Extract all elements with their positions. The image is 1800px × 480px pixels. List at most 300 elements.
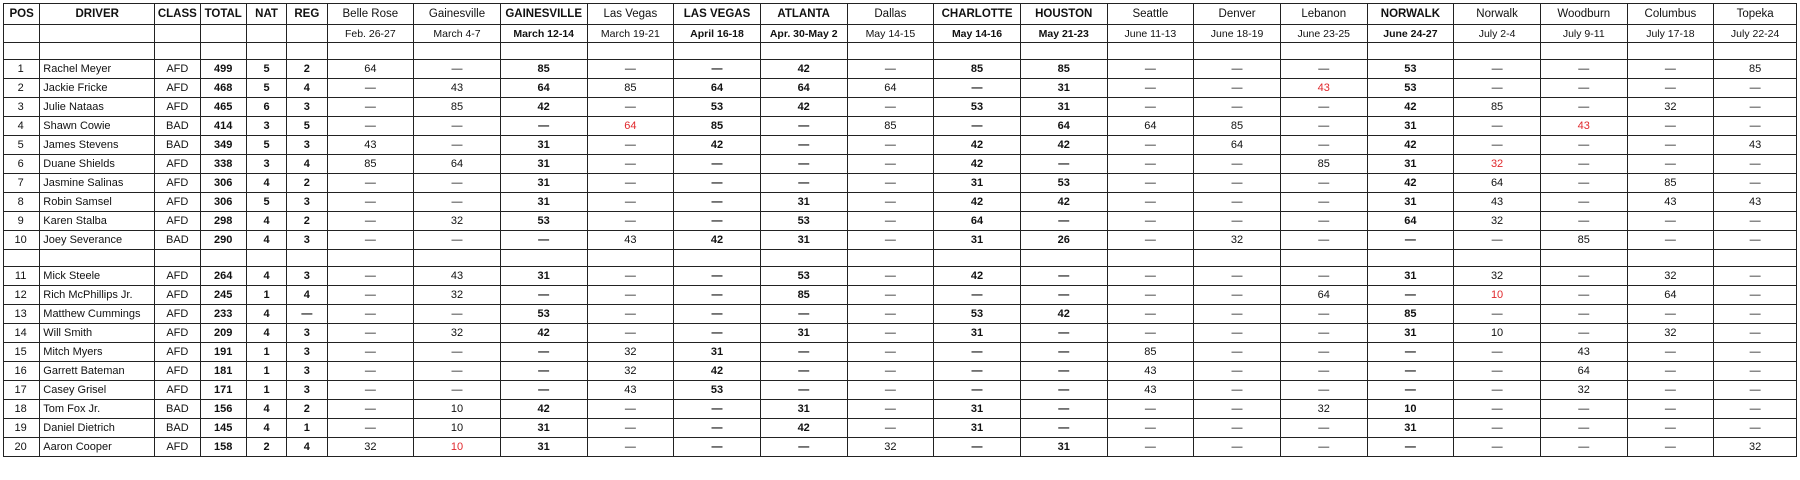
score-cell: — xyxy=(500,362,587,381)
score-cell: 31 xyxy=(1367,193,1454,212)
score-cell: — xyxy=(1367,438,1454,457)
score-cell: — xyxy=(1107,193,1194,212)
score-cell: 31 xyxy=(1020,438,1107,457)
driver-total: 306 xyxy=(200,193,246,212)
table-row xyxy=(4,381,1797,400)
score-cell: — xyxy=(327,419,414,438)
score-cell: — xyxy=(1107,136,1194,155)
score-cell: 43 xyxy=(1540,343,1627,362)
event-city: HOUSTON xyxy=(1020,4,1107,25)
score-cell: — xyxy=(587,193,674,212)
event-city: Norwalk xyxy=(1454,4,1541,25)
score-cell: — xyxy=(500,231,587,250)
score-cell: — xyxy=(327,324,414,343)
score-cell: — xyxy=(1020,324,1107,343)
driver-name: Joey Severance xyxy=(40,231,155,250)
score-cell: 64 xyxy=(1020,117,1107,136)
spacer-cell xyxy=(1280,250,1367,267)
score-cell: 31 xyxy=(934,419,1021,438)
driver-class: BAD xyxy=(155,419,200,438)
event-date: May 21-23 xyxy=(1020,25,1107,43)
score-cell: — xyxy=(1280,98,1367,117)
score-cell: — xyxy=(760,155,847,174)
score-cell: — xyxy=(674,155,761,174)
score-cell: — xyxy=(327,212,414,231)
driver-total: 338 xyxy=(200,155,246,174)
score-cell: 85 xyxy=(1367,305,1454,324)
score-cell: — xyxy=(1194,79,1281,98)
table-row xyxy=(4,155,1797,174)
date-spacer xyxy=(200,25,246,43)
score-cell: 42 xyxy=(934,193,1021,212)
score-cell: — xyxy=(587,324,674,343)
score-cell: — xyxy=(760,305,847,324)
score-cell: — xyxy=(1540,267,1627,286)
score-cell: 32 xyxy=(414,286,501,305)
driver-class: AFD xyxy=(155,98,200,117)
score-cell: — xyxy=(414,343,501,362)
reg-count: 3 xyxy=(287,381,327,400)
event-date: March 4-7 xyxy=(414,25,501,43)
score-cell: — xyxy=(674,419,761,438)
reg-count: 3 xyxy=(287,267,327,286)
score-cell: — xyxy=(934,117,1021,136)
score-cell: 31 xyxy=(1367,267,1454,286)
score-cell: 85 xyxy=(760,286,847,305)
score-cell: 85 xyxy=(1194,117,1281,136)
score-cell: — xyxy=(1540,60,1627,79)
score-cell: 53 xyxy=(674,98,761,117)
score-cell: — xyxy=(1540,286,1627,305)
driver-total: 209 xyxy=(200,324,246,343)
score-cell: 64 xyxy=(847,79,934,98)
score-cell: — xyxy=(1194,267,1281,286)
score-cell: — xyxy=(1540,438,1627,457)
score-cell: — xyxy=(1454,117,1541,136)
score-cell: — xyxy=(1107,438,1194,457)
driver-name: Karen Stalba xyxy=(40,212,155,231)
score-cell: — xyxy=(760,136,847,155)
driver-name: Tom Fox Jr. xyxy=(40,400,155,419)
driver-position: 18 xyxy=(4,400,40,419)
score-cell: 53 xyxy=(1020,174,1107,193)
score-cell: — xyxy=(414,60,501,79)
score-cell: — xyxy=(1714,343,1797,362)
reg-count: — xyxy=(287,305,327,324)
reg-count: 5 xyxy=(287,117,327,136)
date-spacer xyxy=(155,25,200,43)
standings-body xyxy=(4,43,1797,457)
driver-class: BAD xyxy=(155,136,200,155)
score-cell: — xyxy=(847,381,934,400)
score-cell: — xyxy=(1367,343,1454,362)
score-cell: — xyxy=(327,117,414,136)
score-cell: 32 xyxy=(1714,438,1797,457)
score-cell: — xyxy=(1194,362,1281,381)
table-row xyxy=(4,79,1797,98)
score-cell: — xyxy=(1194,286,1281,305)
score-cell: — xyxy=(1627,419,1714,438)
score-cell: — xyxy=(1540,324,1627,343)
table-row xyxy=(4,60,1797,79)
score-cell: 31 xyxy=(760,193,847,212)
score-cell: — xyxy=(1194,381,1281,400)
spacer-cell xyxy=(1194,250,1281,267)
nat-count: 1 xyxy=(246,343,286,362)
driver-position: 8 xyxy=(4,193,40,212)
score-cell: — xyxy=(674,193,761,212)
driver-class: AFD xyxy=(155,286,200,305)
score-cell: — xyxy=(760,381,847,400)
spacer-cell xyxy=(1367,43,1454,60)
score-cell: — xyxy=(760,117,847,136)
score-cell: 85 xyxy=(1714,60,1797,79)
driver-class: AFD xyxy=(155,212,200,231)
score-cell: 43 xyxy=(1714,136,1797,155)
header-pos: POS xyxy=(4,4,40,25)
score-cell: — xyxy=(1107,267,1194,286)
standings-document xyxy=(3,3,1797,457)
score-cell: 32 xyxy=(1540,381,1627,400)
driver-position: 4 xyxy=(4,117,40,136)
score-cell: 31 xyxy=(1020,79,1107,98)
standings-table xyxy=(3,3,1797,457)
score-cell: 42 xyxy=(1367,174,1454,193)
score-cell: 31 xyxy=(934,174,1021,193)
score-cell: 32 xyxy=(414,212,501,231)
score-cell: — xyxy=(1280,419,1367,438)
event-city: Columbus xyxy=(1627,4,1714,25)
spacer-cell xyxy=(587,43,674,60)
score-cell: — xyxy=(500,381,587,400)
driver-position: 15 xyxy=(4,343,40,362)
score-cell: — xyxy=(1194,98,1281,117)
score-cell: — xyxy=(1280,324,1367,343)
score-cell: — xyxy=(674,324,761,343)
score-cell: 85 xyxy=(500,60,587,79)
event-date: April 16-18 xyxy=(674,25,761,43)
score-cell: — xyxy=(1280,174,1367,193)
score-cell: — xyxy=(1194,193,1281,212)
table-row xyxy=(4,343,1797,362)
event-city: Lebanon xyxy=(1280,4,1367,25)
score-cell: — xyxy=(1194,438,1281,457)
score-cell: — xyxy=(500,343,587,362)
date-spacer xyxy=(246,25,286,43)
score-cell: — xyxy=(934,343,1021,362)
score-cell: — xyxy=(674,400,761,419)
score-cell: — xyxy=(587,267,674,286)
spacer-cell xyxy=(934,250,1021,267)
score-cell: — xyxy=(1627,400,1714,419)
nat-count: 6 xyxy=(246,98,286,117)
score-cell: 53 xyxy=(934,305,1021,324)
score-cell: — xyxy=(1627,231,1714,250)
score-cell: — xyxy=(934,286,1021,305)
score-cell: — xyxy=(414,362,501,381)
driver-name: Daniel Dietrich xyxy=(40,419,155,438)
driver-class: AFD xyxy=(155,79,200,98)
score-cell: — xyxy=(587,212,674,231)
score-cell: — xyxy=(1194,155,1281,174)
score-cell: 31 xyxy=(1367,117,1454,136)
score-cell: 53 xyxy=(1367,79,1454,98)
spacer-cell xyxy=(1020,43,1107,60)
table-row xyxy=(4,136,1797,155)
nat-count: 3 xyxy=(246,117,286,136)
event-date: Feb. 26-27 xyxy=(327,25,414,43)
score-cell: — xyxy=(847,193,934,212)
score-cell: 85 xyxy=(587,79,674,98)
score-cell: — xyxy=(414,305,501,324)
score-cell: — xyxy=(1020,381,1107,400)
score-cell: — xyxy=(1540,98,1627,117)
score-cell: 43 xyxy=(414,79,501,98)
spacer-cell xyxy=(674,250,761,267)
spacer-cell xyxy=(40,43,155,60)
driver-total: 306 xyxy=(200,174,246,193)
driver-total: 171 xyxy=(200,381,246,400)
score-cell: 10 xyxy=(1367,400,1454,419)
score-cell: 31 xyxy=(500,193,587,212)
score-cell: — xyxy=(847,267,934,286)
score-cell: 53 xyxy=(760,212,847,231)
spacer-cell xyxy=(1454,250,1541,267)
score-cell: — xyxy=(1280,267,1367,286)
score-cell: 42 xyxy=(674,136,761,155)
score-cell: 85 xyxy=(934,60,1021,79)
score-cell: — xyxy=(847,60,934,79)
driver-total: 156 xyxy=(200,400,246,419)
score-cell: — xyxy=(1714,155,1797,174)
score-cell: 31 xyxy=(1020,98,1107,117)
driver-name: Garrett Bateman xyxy=(40,362,155,381)
score-cell: — xyxy=(847,286,934,305)
score-cell: — xyxy=(1454,136,1541,155)
score-cell: — xyxy=(847,324,934,343)
spacer-cell xyxy=(760,43,847,60)
score-cell: 43 xyxy=(1627,193,1714,212)
driver-class: BAD xyxy=(155,231,200,250)
driver-class: AFD xyxy=(155,438,200,457)
table-row xyxy=(4,305,1797,324)
nat-count: 4 xyxy=(246,305,286,324)
spacer-cell xyxy=(4,43,40,60)
driver-name: Matthew Cummings xyxy=(40,305,155,324)
score-cell: 42 xyxy=(1367,136,1454,155)
score-cell: 42 xyxy=(674,362,761,381)
score-cell: — xyxy=(500,117,587,136)
score-cell: 85 xyxy=(674,117,761,136)
spacer-cell xyxy=(246,250,286,267)
score-cell: — xyxy=(327,193,414,212)
score-cell: — xyxy=(1020,286,1107,305)
score-cell: 32 xyxy=(587,343,674,362)
driver-position: 14 xyxy=(4,324,40,343)
driver-total: 298 xyxy=(200,212,246,231)
driver-position: 1 xyxy=(4,60,40,79)
score-cell: 42 xyxy=(934,136,1021,155)
score-cell: — xyxy=(1627,117,1714,136)
score-cell: — xyxy=(1194,60,1281,79)
spacer-cell xyxy=(1280,43,1367,60)
driver-position: 2 xyxy=(4,79,40,98)
score-cell: — xyxy=(1367,362,1454,381)
score-cell: — xyxy=(587,419,674,438)
driver-position: 12 xyxy=(4,286,40,305)
nat-count: 5 xyxy=(246,60,286,79)
score-cell: — xyxy=(1540,136,1627,155)
score-cell: — xyxy=(414,193,501,212)
score-cell: 42 xyxy=(760,60,847,79)
spacer-cell xyxy=(500,43,587,60)
reg-count: 4 xyxy=(287,79,327,98)
score-cell: 64 xyxy=(500,79,587,98)
spacer-cell xyxy=(1540,43,1627,60)
spacer-cell xyxy=(1627,250,1714,267)
driver-position: 17 xyxy=(4,381,40,400)
score-cell: — xyxy=(1714,98,1797,117)
score-cell: 32 xyxy=(1280,400,1367,419)
event-date: May 14-15 xyxy=(847,25,934,43)
score-cell: 26 xyxy=(1020,231,1107,250)
driver-name: Jackie Fricke xyxy=(40,79,155,98)
score-cell: — xyxy=(1627,343,1714,362)
spacer-cell xyxy=(1194,43,1281,60)
driver-class: BAD xyxy=(155,117,200,136)
score-cell: 31 xyxy=(1367,419,1454,438)
score-cell: — xyxy=(587,155,674,174)
event-date: June 18-19 xyxy=(1194,25,1281,43)
driver-total: 468 xyxy=(200,79,246,98)
score-cell: — xyxy=(1194,212,1281,231)
spacer-cell xyxy=(1107,250,1194,267)
table-row xyxy=(4,174,1797,193)
spacer-cell xyxy=(155,250,200,267)
score-cell: 32 xyxy=(1194,231,1281,250)
score-cell: 31 xyxy=(934,231,1021,250)
table-row xyxy=(4,400,1797,419)
score-cell: 42 xyxy=(934,267,1021,286)
driver-class: AFD xyxy=(155,305,200,324)
event-city: GAINESVILLE xyxy=(500,4,587,25)
score-cell: — xyxy=(1454,419,1541,438)
score-cell: — xyxy=(1714,400,1797,419)
score-cell: — xyxy=(587,286,674,305)
score-cell: — xyxy=(1280,438,1367,457)
score-cell: — xyxy=(327,343,414,362)
score-cell: — xyxy=(1107,98,1194,117)
driver-name: Shawn Cowie xyxy=(40,117,155,136)
score-cell: — xyxy=(1107,212,1194,231)
driver-class: AFD xyxy=(155,324,200,343)
score-cell: 64 xyxy=(1454,174,1541,193)
score-cell: — xyxy=(1454,362,1541,381)
event-city: ATLANTA xyxy=(760,4,847,25)
spacer-cell xyxy=(847,250,934,267)
score-cell: 31 xyxy=(934,324,1021,343)
reg-count: 3 xyxy=(287,193,327,212)
table-row xyxy=(4,117,1797,136)
score-cell: — xyxy=(1367,286,1454,305)
event-city: Gainesville xyxy=(414,4,501,25)
score-cell: — xyxy=(327,305,414,324)
score-cell: — xyxy=(414,136,501,155)
event-date: July 22-24 xyxy=(1714,25,1797,43)
score-cell: — xyxy=(847,174,934,193)
score-cell: 31 xyxy=(500,155,587,174)
driver-class: AFD xyxy=(155,343,200,362)
reg-count: 2 xyxy=(287,400,327,419)
score-cell: — xyxy=(674,438,761,457)
driver-position: 7 xyxy=(4,174,40,193)
score-cell: — xyxy=(587,438,674,457)
score-cell: 64 xyxy=(1367,212,1454,231)
table-row xyxy=(4,362,1797,381)
driver-position: 3 xyxy=(4,98,40,117)
score-cell: — xyxy=(1020,155,1107,174)
score-cell: — xyxy=(1454,60,1541,79)
score-cell: — xyxy=(1280,136,1367,155)
score-cell: — xyxy=(1454,438,1541,457)
event-date: June 24-27 xyxy=(1367,25,1454,43)
score-cell: — xyxy=(1194,324,1281,343)
score-cell: — xyxy=(1107,231,1194,250)
score-cell: 85 xyxy=(414,98,501,117)
table-row xyxy=(4,231,1797,250)
driver-position: 6 xyxy=(4,155,40,174)
score-cell: — xyxy=(760,438,847,457)
score-cell: — xyxy=(1107,419,1194,438)
driver-total: 499 xyxy=(200,60,246,79)
score-cell: 85 xyxy=(847,117,934,136)
driver-class: AFD xyxy=(155,267,200,286)
score-cell: — xyxy=(847,98,934,117)
score-cell: — xyxy=(847,362,934,381)
score-cell: 53 xyxy=(760,267,847,286)
score-cell: — xyxy=(1107,324,1194,343)
score-cell: 32 xyxy=(1627,267,1714,286)
score-cell: 64 xyxy=(327,60,414,79)
driver-total: 245 xyxy=(200,286,246,305)
driver-total: 264 xyxy=(200,267,246,286)
spacer-cell xyxy=(1714,43,1797,60)
header-total: TOTAL xyxy=(200,4,246,25)
score-cell: — xyxy=(674,286,761,305)
driver-name: Casey Grisel xyxy=(40,381,155,400)
event-city: CHARLOTTE xyxy=(934,4,1021,25)
score-cell: 53 xyxy=(500,212,587,231)
score-cell: — xyxy=(1280,212,1367,231)
score-cell: — xyxy=(674,174,761,193)
event-city: Topeka xyxy=(1714,4,1797,25)
score-cell: — xyxy=(760,362,847,381)
table-row xyxy=(4,98,1797,117)
event-city: Dallas xyxy=(847,4,934,25)
spacer-row xyxy=(4,250,1797,267)
score-cell: 64 xyxy=(1107,117,1194,136)
driver-class: AFD xyxy=(155,362,200,381)
nat-count: 4 xyxy=(246,267,286,286)
score-cell: 10 xyxy=(1454,324,1541,343)
table-row xyxy=(4,419,1797,438)
nat-count: 2 xyxy=(246,438,286,457)
table-row xyxy=(4,212,1797,231)
score-cell: 10 xyxy=(414,419,501,438)
score-cell: 53 xyxy=(674,381,761,400)
score-cell: 43 xyxy=(414,267,501,286)
header-nat: NAT xyxy=(246,4,286,25)
